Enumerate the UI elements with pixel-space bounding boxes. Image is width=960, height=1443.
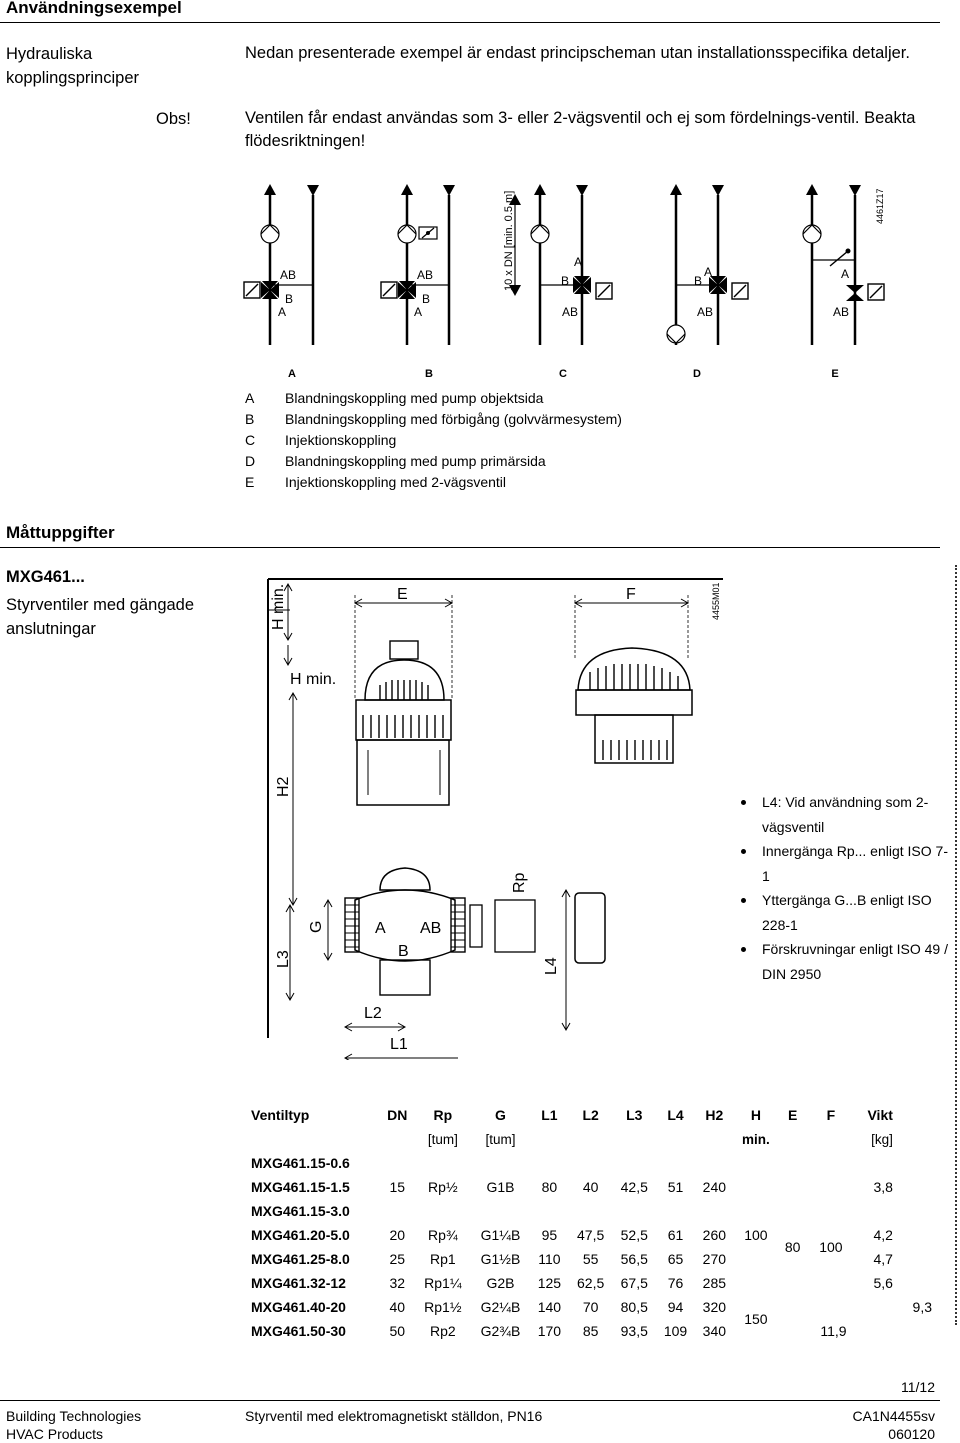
table-row: MXG461.20-5.0 20 Rp¾ G1¼B 95 47,5 52,5 61 260 4,2	[251, 1227, 893, 1243]
legend-row: A Blandningskoppling med pump objektsida	[245, 390, 544, 406]
actuator-icon	[732, 283, 748, 299]
dimension-drawing	[262, 575, 732, 1060]
table-row: MXG461.15-0.6	[251, 1155, 350, 1171]
legend-row: C Injektionskoppling	[245, 432, 397, 448]
section-heading-usage: Användningsexempel	[6, 0, 182, 17]
svg-text:B: B	[561, 274, 570, 288]
svg-text:B: B	[398, 943, 409, 960]
svg-text:AB: AB	[417, 268, 434, 282]
valve-icon	[573, 276, 591, 294]
bullet-item: L4: Vid användning som 2-vägsventil	[741, 790, 951, 839]
footer-company: Building Technologies	[6, 1408, 142, 1424]
svg-text:H min.: H min.	[270, 583, 287, 630]
svg-text:L3: L3	[275, 950, 292, 968]
pump-icon	[261, 225, 279, 243]
svg-text:AB: AB	[833, 305, 850, 319]
table-row: MXG461.32-12 32 Rp1¼ G2B 125 62,5 67,5 76 285 5,6	[251, 1275, 893, 1291]
actuator-icon	[868, 284, 884, 300]
pump-icon	[667, 325, 685, 343]
footer-division: HVAC Products	[6, 1426, 103, 1442]
svg-text:L4: L4	[543, 957, 560, 975]
hydraulic-side-title: Hydrauliska kopplingsprinciper	[6, 45, 139, 87]
svg-text:A: A	[288, 368, 296, 380]
svg-text:L2: L2	[364, 1005, 382, 1022]
table-row: MXG461.25-8.0 25 Rp1 G1½B 110 55 56,5 65 270 4,7	[251, 1251, 893, 1267]
bullet-item: Innergänga Rp... enligt ISO 7-1	[741, 839, 951, 888]
dim-label-10xdn: 10 x DN [min. 0.5 m]	[503, 190, 515, 291]
diagram-code: 4461Z17	[875, 188, 885, 224]
legend-row: E Injektionskoppling med 2-vägsventil	[245, 474, 507, 490]
page-number: 11/12	[901, 1379, 935, 1395]
svg-text:G: G	[308, 920, 325, 933]
svg-text:H2: H2	[275, 776, 292, 797]
table-units-row: [tum] [tum] min. [kg]	[427, 1131, 893, 1147]
svg-text:AB: AB	[420, 920, 442, 937]
valve-icon	[398, 281, 416, 299]
svg-text:B: B	[425, 368, 433, 380]
table-header-row: Ventiltyp DN Rp G L1 L2 L3 L4 H2 H E F Vikt	[251, 1107, 893, 1123]
actuator-icon	[596, 283, 612, 299]
hydraulic-diagram	[230, 170, 930, 385]
table-row: MXG461.15-1.5 15 Rp½ G1B 80 40 42,5 51 240 100 80 100 3,8	[251, 1179, 893, 1255]
svg-text:D: D	[693, 368, 701, 380]
svg-text:H min.: H min.	[290, 671, 337, 688]
svg-text:A: A	[414, 305, 423, 319]
pump-icon	[803, 225, 821, 243]
svg-text:F: F	[626, 586, 636, 603]
obs-text: Ventilen får endast användas som 3- eller 2-vägsventil och ej som fördelnings-ventil. Beakta flödesriktningen!	[245, 109, 916, 150]
footer-date: 060120	[888, 1426, 935, 1442]
table-row: MXG461.40-20 40 Rp1½ G2¼B 140 70 80,5 94 320 150 9,3	[251, 1299, 932, 1327]
bullet-item: Yttergänga G...B enligt ISO 228-1	[741, 888, 951, 937]
section-rule	[0, 547, 940, 548]
section-heading-dims: Måttuppgifter	[6, 523, 115, 542]
valve-icon	[261, 281, 279, 299]
svg-text:Rp: Rp	[511, 872, 528, 893]
model-subtitle: Styrventiler med gängade anslutningar	[6, 596, 195, 638]
table-row: MXG461.15-3.0	[251, 1203, 350, 1219]
footer-doc-title: Styrventil med elektromagnetiskt ställdon, PN16	[245, 1408, 543, 1424]
footer-doc-id: CA1N4455sv	[852, 1408, 935, 1424]
spec-table	[245, 1103, 940, 1343]
bullet-item: Förskruvningar enligt ISO 49 / DIN 2950	[741, 937, 951, 986]
legend-row: B Blandningskoppling med förbigång (golvvärmesystem)	[245, 411, 622, 427]
two-way-valve-icon	[846, 285, 864, 301]
svg-text:A: A	[574, 255, 583, 269]
svg-text:E: E	[831, 368, 839, 380]
pump-icon	[398, 225, 416, 243]
actuator-icon	[381, 282, 397, 298]
svg-text:A: A	[278, 305, 287, 319]
model-title: MXG461...	[6, 568, 85, 586]
actuator-icon	[244, 282, 260, 298]
svg-text:L1: L1	[390, 1036, 408, 1053]
section-rule	[0, 22, 940, 23]
svg-text:AB: AB	[562, 305, 579, 319]
svg-text:A: A	[841, 267, 850, 281]
svg-text:A: A	[704, 265, 713, 279]
legend-row: D Blandningskoppling med pump primärsida	[245, 453, 546, 469]
svg-text:B: B	[694, 274, 703, 288]
svg-text:AB: AB	[280, 268, 297, 282]
table-row: MXG461.50-30 50 Rp2 G2¾B 170 85 93,5 109 340 11,9	[251, 1323, 847, 1339]
svg-text:B: B	[285, 292, 294, 306]
footer-rule	[0, 1400, 940, 1401]
svg-text:C: C	[559, 368, 567, 380]
svg-text:AB: AB	[697, 305, 714, 319]
svg-text:E: E	[397, 586, 408, 603]
hydraulic-intro: Nedan presenterade exempel är endast principscheman utan installationsspecifika detaljer.	[245, 44, 910, 62]
pump-icon	[531, 225, 549, 243]
svg-text:A: A	[375, 920, 386, 937]
svg-text:B: B	[422, 292, 431, 306]
drawing-code: 4455M01	[711, 582, 721, 620]
obs-label: Obs!	[156, 110, 191, 128]
dotted-rule	[955, 565, 957, 1325]
